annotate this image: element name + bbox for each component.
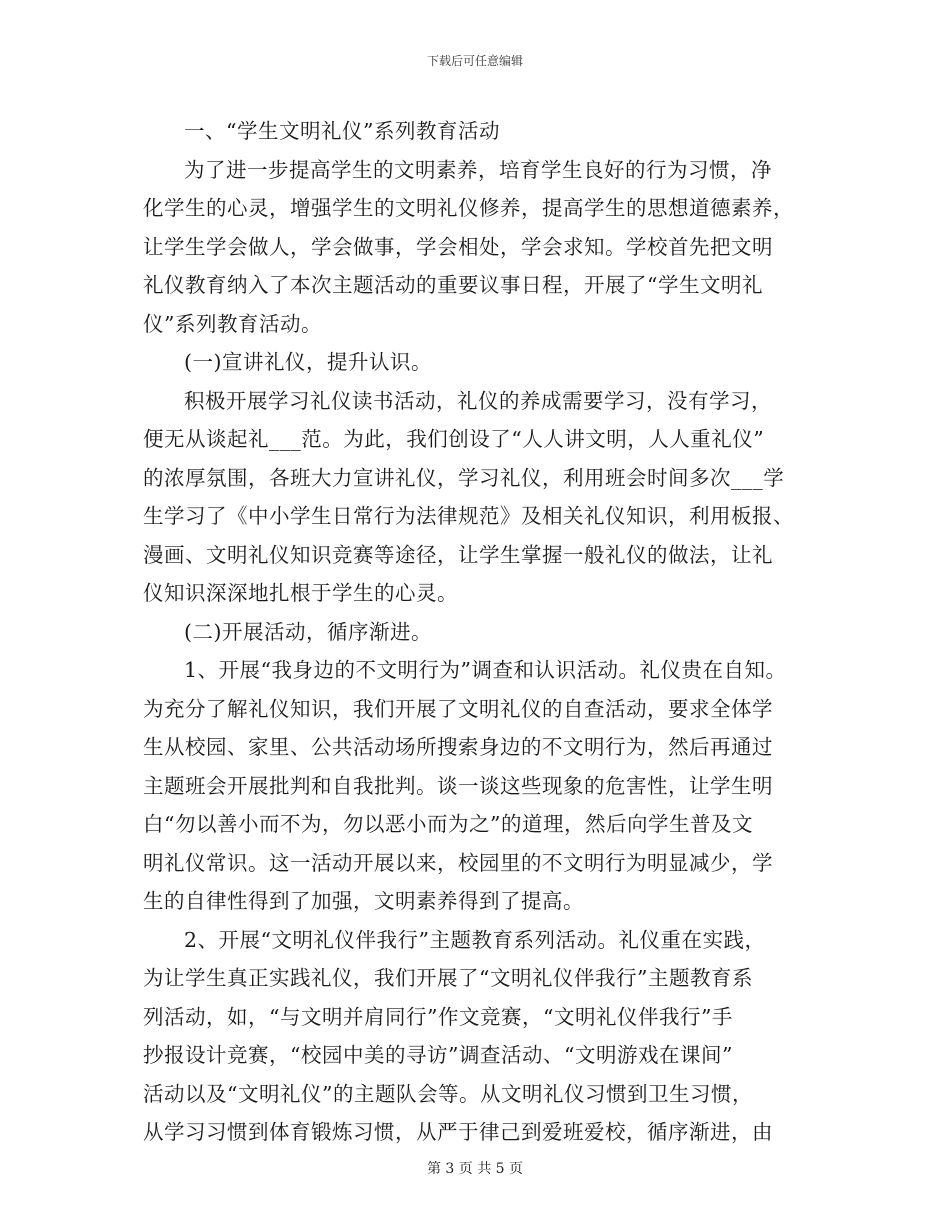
text-line: 礼仪教育纳入了本次主题活动的重要议事日程，开展了“学生文明礼	[143, 273, 763, 297]
text-line: 化学生的心灵，增强学生的文明礼仪修养，提高学生的思想道德素养，	[143, 196, 794, 220]
text-line: 白“勿以善小而不为，勿以恶小而为之”的道理，然后向学生普及文	[143, 812, 753, 836]
text-line: (二)开展活动，循序渐进。	[184, 619, 432, 644]
text-line: (一)宣讲礼仪，提升认识。	[184, 350, 432, 374]
text-line: 的浓厚氛围，各班大力宣讲礼仪，学习礼仪，利用班会时间多次___学	[143, 465, 785, 490]
text-line: 生的自律性得到了加强，文明素养得到了提高。	[143, 889, 584, 913]
text-line: 抄报设计竞赛，“校园中美的寻访”调查活动、“文明游戏在课间”	[143, 1043, 733, 1067]
page-footer: 第 3 页 共 5 页	[426, 1161, 524, 1177]
text-line: 为让学生真正实践礼仪，我们开展了“文明礼仪伴我行”主题教育系	[143, 966, 753, 990]
text-line: 活动以及“文明礼仪”的主题队会等。从文明礼仪习惯到卫生习惯，	[143, 1081, 753, 1106]
text-line: 仪”系列教育活动。	[143, 311, 322, 336]
document-body	[143, 112, 823, 1152]
text-line: 生从校园、家里、公共活动场所搜索身边的不文明行为，然后再通过	[143, 735, 773, 759]
text-line: 仪知识深深地扎根于学生的心灵。	[143, 581, 458, 605]
text-line: 让学生学会做人，学会做事，学会相处，学会求知。学校首先把文明	[143, 234, 773, 259]
text-line: 便无从谈起礼___范。为此，我们创设了“人人讲文明，人人重礼仪”	[143, 427, 765, 451]
text-line: 主题班会开展批判和自我批判。谈一谈这些现象的危害性，让学生明	[143, 773, 773, 798]
text-line: 漫画、文明礼仪知识竞赛等途径，让学生掌握一般礼仪的做法，让礼	[143, 542, 773, 567]
text-line: 生学习了《中小学生日常行为法律规范》及相关礼仪知识，利用板报、	[143, 504, 794, 528]
text-line: 积极开展学习礼仪读书活动，礼仪的养成需要学习，没有学习，	[184, 388, 772, 413]
text-line: 为充分了解礼仪知识，我们开展了文明礼仪的自查活动，要求全体学	[143, 696, 773, 721]
text-line: 1、开展“我身边的不文明行为”调查和认识活动。礼仪贵在自知。	[184, 658, 787, 682]
page-header: 下载后可任意编辑	[426, 54, 523, 68]
text-line: 列活动，如，“与文明并肩同行”作文竞赛，“文明礼仪伴我行”手	[143, 1004, 733, 1029]
text-line: 一、“学生文明礼仪”系列教育活动	[184, 119, 500, 143]
text-line: 为了进一步提高学生的文明素养，培育学生良好的行为习惯，净	[184, 157, 772, 182]
text-line: 从学习习惯到体育锻炼习惯，从严于律己到爱班爱校，循序渐进，由	[143, 1120, 773, 1144]
text-line: 2、开展“文明礼仪伴我行”主题教育系列活动。礼仪重在实践，	[184, 927, 766, 952]
text-line: 明礼仪常识。这一活动开展以来，校园里的不文明行为明显减少，学	[143, 850, 773, 875]
